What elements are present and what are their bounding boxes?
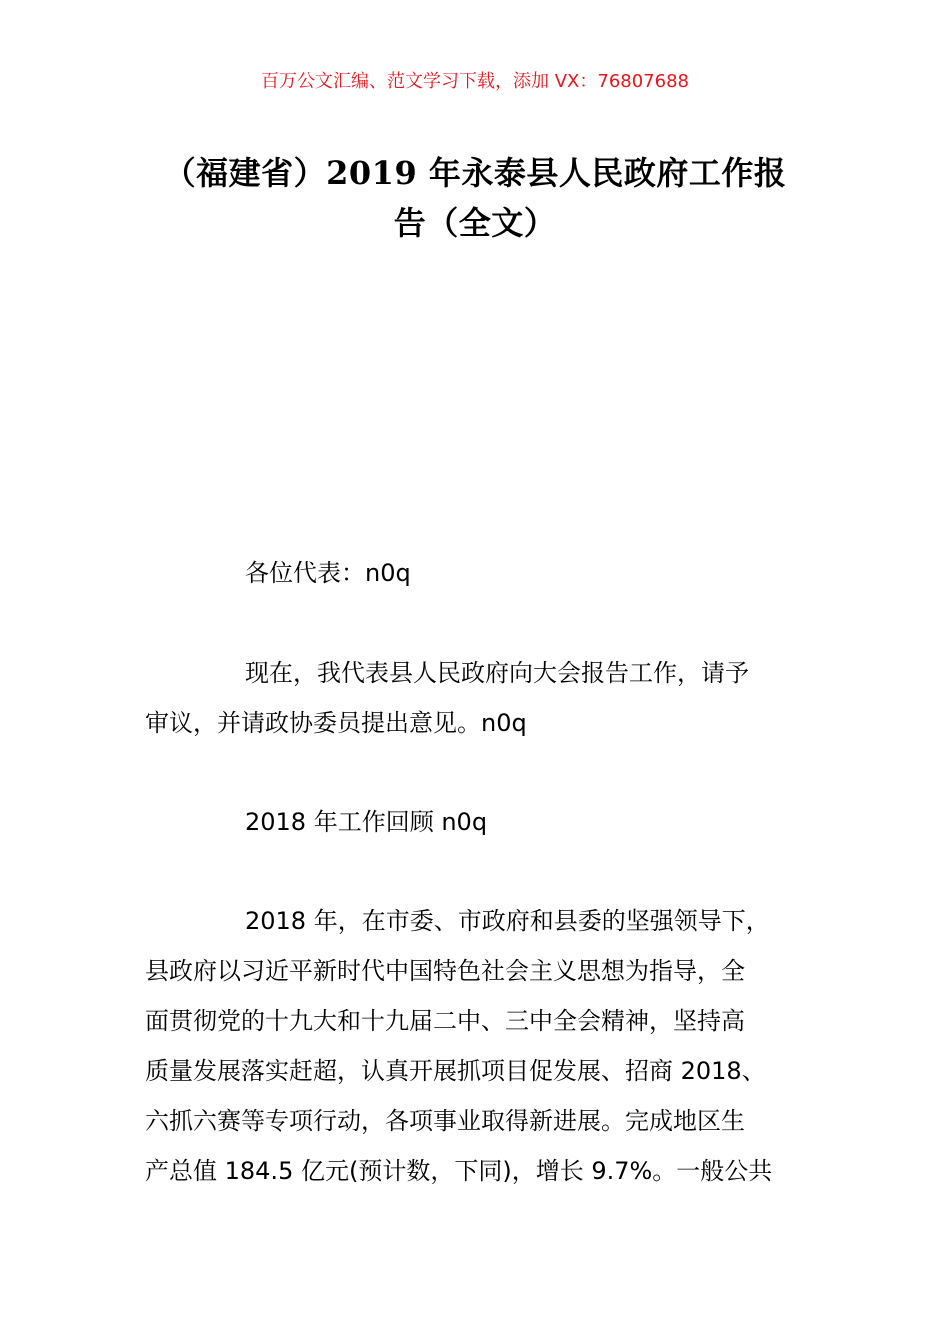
- intro-line-2: 审议，并请政协委员提出意见。n0q: [145, 709, 527, 737]
- intro-line-1: 现在，我代表县人民政府向大会报告工作，请予: [245, 659, 749, 687]
- watermark-header: 百万公文汇编、范文学习下载，添加 VX：76807688: [261, 71, 689, 92]
- section-heading: [145, 797, 807, 847]
- paragraph-intro: [145, 648, 807, 748]
- review-line-3: 面贯彻党的十九大和十九届二中、三中全会精神，坚持高: [145, 1007, 745, 1035]
- document-title: [145, 148, 805, 248]
- paragraph-review: [145, 896, 807, 1196]
- section-heading-text: 2018 年工作回顾 n0q: [245, 808, 488, 836]
- review-line-6: 产总值 184.5 亿元(预计数，下同)，增长 9.7%。一般公共: [145, 1157, 773, 1185]
- review-line-2: 县政府以习近平新时代中国特色社会主义思想为指导，全: [145, 957, 745, 985]
- title-line-1: （福建省）2019 年永泰县人民政府工作报: [163, 154, 787, 192]
- review-line-4: 质量发展落实赶超，认真开展抓项目促发展、招商 2018、: [145, 1057, 766, 1085]
- greeting-text: 各位代表：n0q: [245, 559, 411, 587]
- review-line-1: 2018 年，在市委、市政府和县委的坚强领导下，: [245, 907, 770, 935]
- title-line-2: 告（全文）: [393, 204, 557, 242]
- paragraph-greeting: [145, 548, 807, 598]
- review-line-5: 六抓六赛等专项行动，各项事业取得新进展。完成地区生: [145, 1107, 745, 1135]
